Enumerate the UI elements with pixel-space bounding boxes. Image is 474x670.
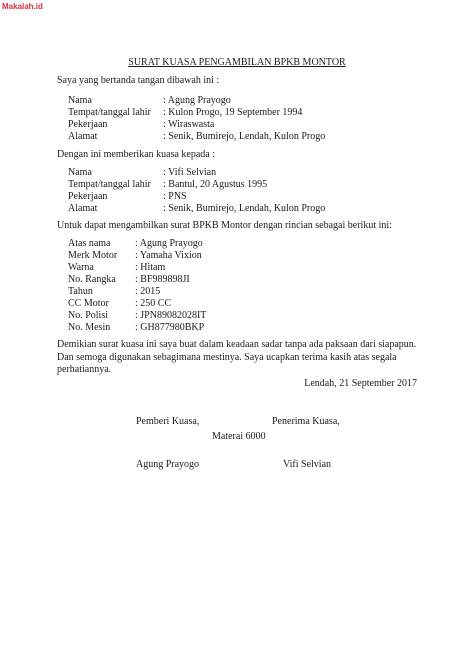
detail-value: : 2015 [135, 286, 161, 297]
detail-label: Warna [68, 262, 94, 273]
pemberi-details [68, 95, 398, 143]
detail-value: : 250 CC [135, 298, 172, 309]
detail-label: No. Rangka [68, 274, 116, 285]
detail-value: : Bantul, 20 Agustus 1995 [163, 179, 268, 190]
penerima-kuasa-label: Penerima Kuasa, [272, 416, 340, 427]
detail-label: No. Polisi [68, 310, 109, 321]
detail-value: : Senik, Bumirejo, Lendah, Kulon Progo [163, 203, 326, 214]
kendaraan-details [68, 238, 368, 334]
detail-label: No. Mesin [68, 322, 111, 333]
pemberi-kuasa-label: Pemberi Kuasa, [136, 416, 200, 427]
document-title: SURAT KUASA PENGAMBILAN BPKB MONTOR [128, 57, 346, 68]
pemberi-kuasa-name: Agung Prayogo [136, 459, 200, 470]
detail-label: Alamat [68, 131, 98, 142]
detail-value: : BF989898JI [135, 274, 190, 285]
penerima-kuasa-name: Vifi Selvian [283, 459, 332, 470]
detail-value: : PNS [163, 191, 187, 202]
detail-label: Atas nama [68, 238, 111, 249]
detail-label: Tempat/tanggal lahir [68, 107, 151, 118]
detail-value: : Vifi Selvian [163, 167, 217, 178]
detail-label: Nama [68, 167, 92, 178]
detail-value: : Agung Prayogo [163, 95, 231, 106]
detail-value: : GH877980BKP [135, 322, 205, 333]
detail-label: Pekerjaan [68, 191, 108, 202]
intro-text: Saya yang bertanda tangan dibawah ini : [57, 75, 220, 86]
closing-paragraph: Demikian surat kuasa ini saya buat dalam keadaan sadar tanpa ada paksaan dari siapapun. Dan semoga digunakan sebagimana mestinya. Saya ucapkan terima kasih atas segala perhatiannya. [57, 339, 417, 376]
detail-value: : Wiraswasta [163, 119, 215, 130]
watermark-logo: Makalah.id [2, 2, 43, 11]
detail-value: : Yamaha Vixion [135, 250, 202, 261]
detail-label: Tempat/tanggal lahir [68, 179, 151, 190]
materai-stamp: Materai 6000 [212, 431, 266, 442]
detail-value: : Senik, Bumirejo, Lendah, Kulon Progo [163, 131, 326, 142]
detail-label: Alamat [68, 203, 98, 214]
detail-value: : JPN89082028IT [135, 310, 207, 321]
detail-value: : Agung Prayogo [135, 238, 203, 249]
detail-value: : Hitam [135, 262, 166, 273]
penerima-details [68, 167, 398, 215]
rincian-intro-text: Untuk dapat mengambilkan surat BPKB Montor dengan rincian sebagai berikut ini: [57, 220, 392, 231]
kuasa-intro-text: Dengan ini memberikan kuasa kepada : [57, 149, 215, 160]
detail-value: : Kulon Progo, 19 September 1994 [163, 107, 303, 118]
place-date: Lendah, 21 September 2017 [304, 378, 417, 389]
detail-label: Nama [68, 95, 92, 106]
detail-label: Tahun [68, 286, 93, 297]
detail-label: Merk Motor [68, 250, 118, 261]
detail-label: Pekerjaan [68, 119, 108, 130]
detail-label: CC Motor [68, 298, 109, 309]
